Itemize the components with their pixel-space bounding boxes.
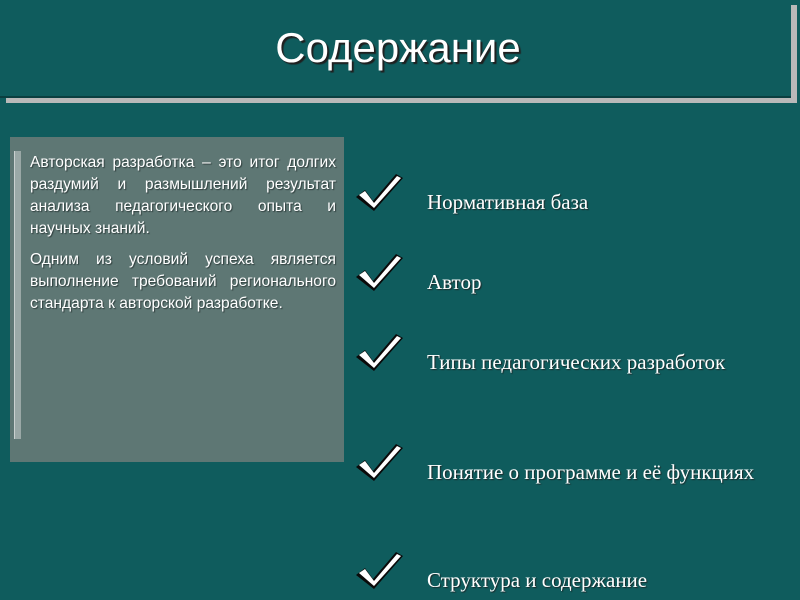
slide-title: Содержание: [275, 24, 521, 71]
panel-text: [30, 152, 336, 324]
panel-paragraph-2: Одним из условий успеха является выполнение требований регионального стандарта к авторской разработке.: [30, 251, 336, 312]
checklist-label: Понятие о программе и её функциях: [427, 460, 755, 484]
check-mark-icon: [352, 166, 406, 216]
title-bar: [0, 0, 791, 98]
checklist-label: Структура и содержание: [427, 568, 648, 592]
checklist-label: Нормативная база: [427, 190, 589, 214]
panel-accent-bar: [14, 151, 21, 439]
check-mark-icon: [352, 246, 406, 296]
check-mark-icon: [352, 436, 406, 486]
check-mark-icon: [352, 326, 406, 376]
check-mark-icon: [352, 544, 406, 594]
content-checklist: [350, 160, 780, 600]
text-panel: [10, 137, 344, 462]
panel-paragraph-1: Авторская разработка – это итог долгих раздумий и размышлений результат анализа педагогического опыта и научных знаний.: [30, 154, 336, 237]
checklist-label: Автор: [427, 270, 482, 294]
checklist-label: Типы педагогических разработок: [427, 350, 726, 374]
